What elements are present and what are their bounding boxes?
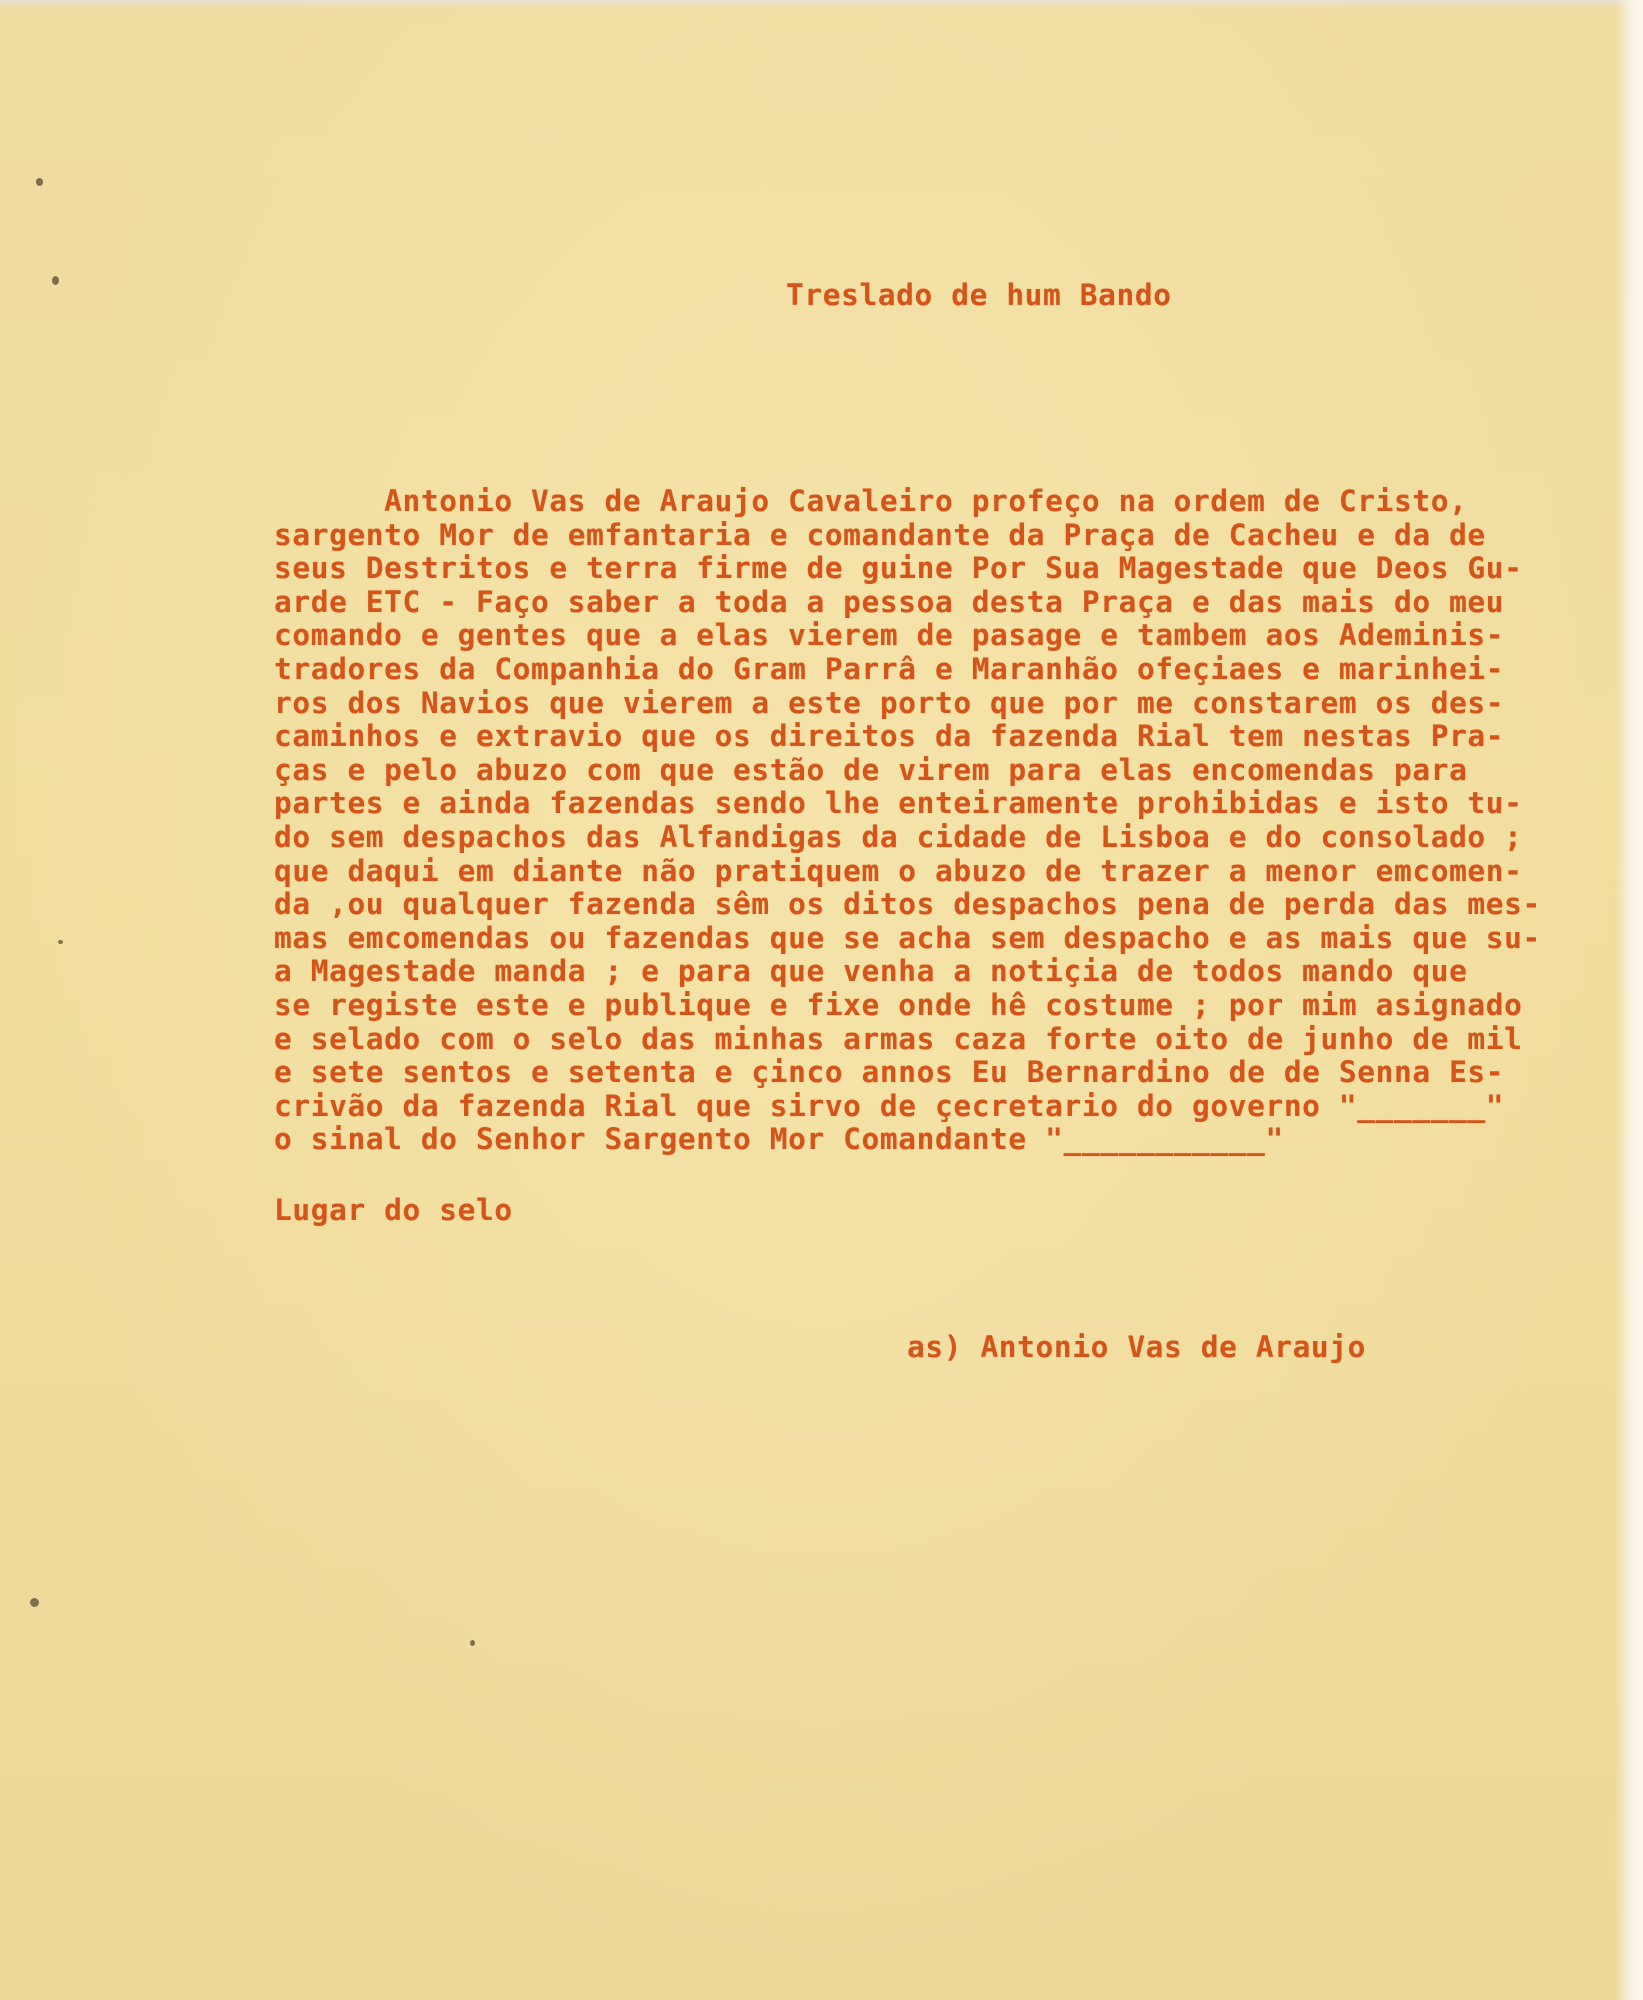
- body-line: crivão da fazenda Rial que sirvo de çecretario do governo "_______": [274, 1088, 1505, 1123]
- signature-line: as) Antonio Vas de Araujo: [907, 1330, 1367, 1364]
- margin-speck: [36, 178, 43, 186]
- body-line: tradores da Companhia do Gram Parrâ e Maranhão ofeçiaes e marinhei-: [274, 651, 1505, 686]
- body-line: se registe este e publique e fixe onde hê costume ; por mim asignado: [274, 987, 1523, 1022]
- body-line: a Magestade manda ; e para que venha a notiçia de todos mando que: [274, 954, 1468, 989]
- margin-speck: [52, 276, 59, 285]
- body-line: o sinal do Senhor Sargento Mor Comandante "___________": [274, 1122, 1284, 1157]
- body-line: da ,ou qualquer fazenda sêm os ditos despachos pena de perda das mes-: [274, 887, 1541, 922]
- body-line: caminhos e extravio que os direitos da fazenda Rial tem nestas Pra-: [274, 719, 1505, 754]
- margin-speck: [470, 1640, 475, 1646]
- page-right-edge: [1615, 0, 1643, 2000]
- body-line: e sete sentos e setenta e çinco annos Eu Bernardino de de Senna Es-: [274, 1055, 1505, 1090]
- margin-speck: [58, 940, 63, 944]
- body-line: Antonio Vas de Araujo Cavaleiro profeço na ordem de Cristo,: [274, 484, 1468, 518]
- page-top-edge: [0, 0, 1643, 8]
- document-body: [274, 485, 1541, 1157]
- body-line: que daqui em diante não pratiquem o abuzo de trazer a menor emcomen-: [274, 853, 1523, 888]
- body-line: comando e gentes que a elas vierem de pasage e tambem aos Ademinis-: [274, 618, 1505, 653]
- body-line: arde ETC - Faço saber a toda a pessoa desta Praça e das mais do meu: [274, 584, 1505, 619]
- margin-speck: [30, 1598, 39, 1607]
- body-line: seus Destritos e terra firme de guine Por Sua Magestade que Deos Gu-: [274, 551, 1523, 586]
- body-line: e selado com o selo das minhas armas caza forte oito de junho de mil: [274, 1021, 1523, 1056]
- body-line: mas emcomendas ou fazendas que se acha sem despacho e as mais que su-: [274, 920, 1541, 955]
- body-line: do sem despachos das Alfandigas da cidade de Lisboa e do consolado ;: [274, 819, 1523, 854]
- seal-placeholder-note: Lugar do selo: [274, 1193, 513, 1227]
- body-line: ros dos Navios que vierem a este porto que por me constarem os des-: [274, 685, 1505, 720]
- body-line: partes e ainda fazendas sendo lhe enteiramente prohibidas e isto tu-: [274, 786, 1523, 821]
- body-line: sargento Mor de emfantaria e comandante da Praça de Cacheu e da de: [274, 517, 1486, 552]
- document-title: Treslado de hum Bando: [786, 278, 1172, 312]
- body-line: ças e pelo abuzo com que estão de virem para elas encomendas para: [274, 752, 1468, 787]
